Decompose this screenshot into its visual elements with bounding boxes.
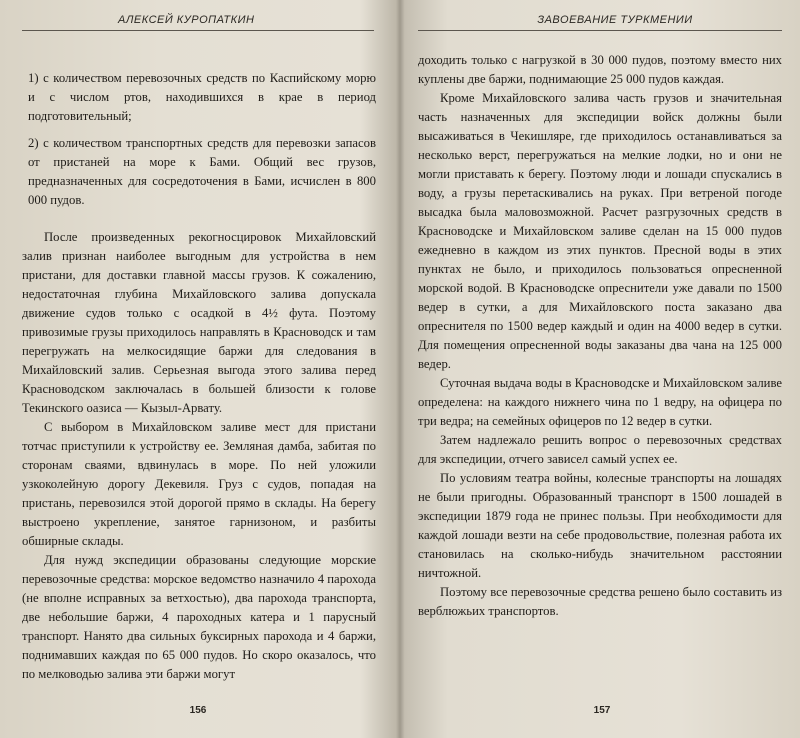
running-header-left: АЛЕКСЕЙ КУРОПАТКИН [22,0,374,31]
paragraph: Суточная выдача воды в Красноводске и Михайловском заливе определена: на каждого нижнего чина по 1 ведру, на офицера по три ведра; на семейных офицеров по 12 ведер в сутки. [418,376,782,428]
paragraph: Кроме Михайловского залива часть грузов и значительная часть назначенных для экспедиции войск должны были высаживаться в Чекишляре, где приходилось останавливаться за несколько верст, перегружаться на мелкие лодки, но и они не могли приставать к берегу. Поэтому люди и лошади спускались в воду, а грузы перетаскивались на руках. При ветреной погоде высадка была маловозможной. Расчет разгрузочных средств в Красноводске и Михайловском заливе сделан на 15 000 пудов ежедневно в каждом из этих пунктов. Пресной воды в этих пунктах не было, и приходилось пользоваться опресненной морской водой. В Красноводске опреснители уже давали по 1500 ведер в сутки, а для Михайловского поста заказано два опреснителя по 1500 ведер каждый и один на 4000 ведер в сутки. Для помещения опресненной воды заказаны два чана на 125 000 ведер. [418,91,782,371]
paragraph: С выбором в Михайловском заливе мест для пристани тотчас приступили к устройству ее. Земляная дамба, забитая по сторонам сваями, вдвинулась в море. По ней уложили узкоколейную дорогу Декевиля. Груз с судов, попадая на пристань, перевозился этой дорогой прямо в склады. На берегу выстроено укрепление, занятое гарнизоном, и разбиты обширные склады. [22,420,376,548]
right-page [404,0,800,738]
paragraph: Затем надлежало решить вопрос о перевозочных средствах для экспедиции, отчего зависел самый успех ее. [418,433,782,466]
page-number-left: 156 [189,705,207,716]
right-page-body [418,51,782,621]
paragraph: Поэтому все перевозочные средства решено было составить из верблюжьих транспортов. [418,585,782,618]
left-page-body [22,69,376,684]
paragraph-continuation: доходить только с нагрузкой в 30 000 пудов, поэтому вместо них куплены две баржи, поднимающие 25 000 пудов каждая. [418,53,782,86]
left-page [0,0,396,738]
paragraph: Для нужд экспедиции образованы следующие морские перевозочные средства: морское ведомство назначило 4 парохода (не вполне исправных за ветхостью), два парохода транспорта, две небольшие баржи, 4 пароходных катера и 1 парусный транспорт. Нанято два сильных буксирных парохода и 4 баржи, поднимавших каждая по 65 000 пудов. Но скоро оказалось, что по мелководью залива эти баржи могут [22,553,376,681]
paragraph: По условиям театра войны, колесные транспорты на лошадях не были пригодны. Образованный транспорт в 1500 лошадей в экспедиции 1879 года не принес пользы. При необходимости для каждой лошади везти на себе продовольствие, полезная работа их становилась на сколько-нибудь значительном расстоянии ничтожной. [418,471,782,580]
running-header-right: ЗАВОЕВАНИЕ ТУРКМЕНИИ [418,0,782,31]
paragraph: После произведенных рекогносцировок Михайловский залив признан наиболее выгодным для устройства в нем пристани, для доставки главной массы грузов. К сожалению, недостаточная глубина Михайловского залива допускала движение судов только с осадкой в 4½ фута. Поэтому привозимые грузы приходилось направлять в Красноводск и там перегружать на мелкосидящие баржи для следования в Михайловский залив. Серьезная выгода этого залива перед Красноводском заключалась в большей близости к голове Текинского оазиса — Кызыл-Арвату. [22,230,376,415]
list-item-1: 1) с количеством перевозочных средств по Каспийскому морю и с числом ртов, находившихся в крае в период подготовительный; [28,71,376,123]
page-number-right: 157 [593,705,611,716]
list-item-2: 2) с количеством транспортных средств для перевозки запасов от пристаней на море к Бами. Общий вес грузов, предназначенных для сосредоточения в Бами, исчислен в 800 000 пудов. [28,136,376,207]
